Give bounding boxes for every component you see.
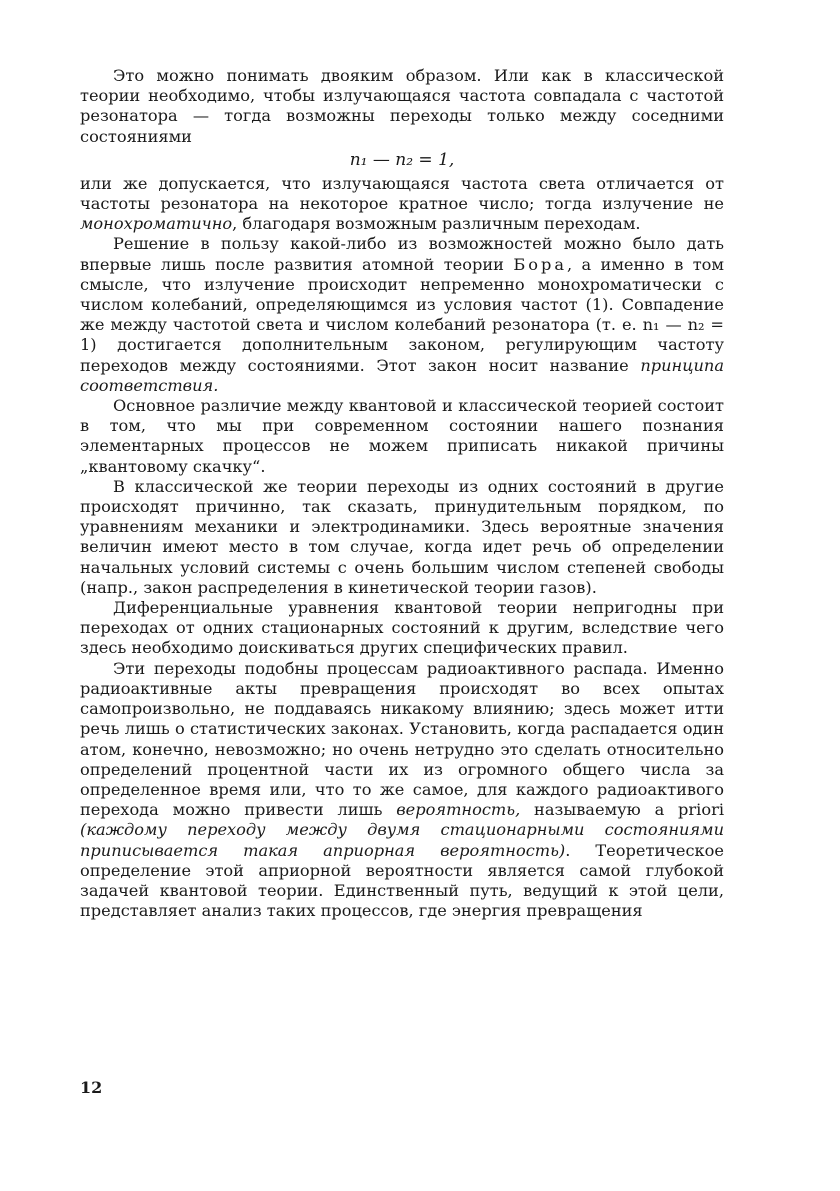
page-body (80, 66, 724, 921)
paragraph-2-emphasis: монохроматично (80, 214, 233, 234)
paragraph-7-text-c: . Теоретическое определение этой априорной вероятности является самой глубокой задачей квантовой теории. Единственный путь, ведущий к этой цели, представляет анализ таких процессов, где энергия превращения (80, 840, 724, 921)
page-number: 12 (80, 1078, 103, 1097)
paragraph-7-emphasis-2: (каждому переходу между двумя стационарными состояниями приписывается такая априорная вероятность) (80, 820, 724, 860)
paragraph-6-text: Диференциальные уравнения квантовой теории непригодны при переходах от одних стационарных состояний к другим, вследствие чего здесь необходимо доискиваться других специфических правил. (80, 598, 724, 658)
paragraph-2-text-a: или же допускается, что излучающаяся частота света отличается от частоты резонатора на некоторое кратное число; тогда излучение не (80, 173, 724, 214)
paragraph-3-emphasis: принципа соответствия. (80, 355, 724, 395)
paragraph-3-name-bohr: Бора (513, 254, 567, 274)
paragraph-5 (80, 477, 724, 598)
paragraph-3 (80, 234, 724, 396)
formula-n1-n2: n₁ — n₂ = 1, (349, 149, 455, 170)
paragraph-6 (80, 598, 724, 659)
paragraph-1-text: Это можно понимать двояким образом. Или как в классической теории необходимо, чтобы излучающаяся частота совпадала с частотой резонатора — тогда возможны переходы только между соседними состояниями (80, 66, 724, 146)
paragraph-4 (80, 396, 724, 477)
paragraph-7-emphasis-1: вероятность, (396, 800, 521, 820)
paragraph-3-text-a: Решение в пользу какой-либо из возможностей можно было дать впервые лишь после развития атомной теории (80, 234, 724, 274)
paragraph-2 (80, 174, 724, 235)
paragraph-2-text-b: , благодаря возможным различным переходам. (232, 214, 641, 234)
paragraph-4-text: Основное различие между квантовой и классической теорией состоит в том, что мы при современном состоянии нашего познания элементарных процессов не можем приписать никакой причины „квантовому скачку“. (80, 396, 724, 476)
paragraph-7-text-b: называемую a priori (520, 800, 724, 820)
paragraph-7-text-a: Эти переходы подобны процессам радиоактивного распада. Именно радиоактивные акты превращения происходят во всех опытах самопроизвольно, не поддаваясь никакому влиянию; здесь может итти речь лишь о статистических законах. Установить, когда распадается один атом, конечно, невозможно; но очень нетрудно это сделать относительно определений процентной части их из огромного общего числа за определенное время или, что то же самое, для каждого радиоактивого перехода можно привести лишь (80, 658, 724, 820)
paragraph-5-text: В классической же теории переходы из одних состояний в другие происходят причинно, так сказать, принудительным порядком, по уравнениям механики и электродинамики. Здесь вероятные значения величин имеют место в том случае, когда идет речь об определении начальных условий системы с очень большим числом степеней свободы (напр., закон распределения в кинетической теории газов). (80, 476, 724, 597)
paragraph-7 (80, 659, 724, 922)
paragraph-3-text-b: , а именно в том смысле, что излучение происходит непременно монохроматически с числом колебаний, определяющимся из условия частот (1). Совпадение же между частотой света и числом колебаний резонатора (т. е. n₁ — n₂ = 1) достигается дополнительным законом, регулирующим частоту переходов между состояниями. Этот закон носит название (80, 254, 724, 375)
paragraph-1 (80, 66, 724, 147)
